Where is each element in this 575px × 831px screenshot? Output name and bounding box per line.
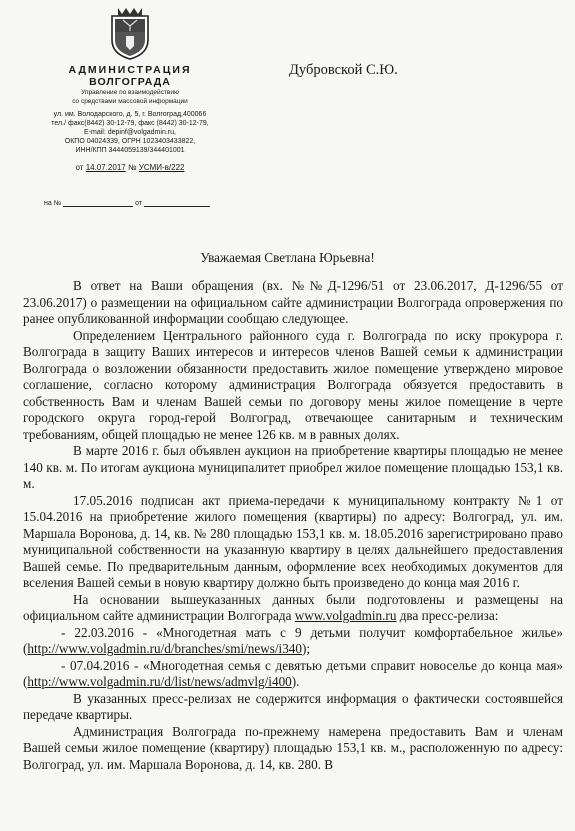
ref-number: УСМИ-в/222 [138, 163, 185, 172]
paragraph-3: В марте 2016 г. был объявлен аукцион на приобретение квартиры площадью не менее 140 кв. м. По итогам аукциона муниципалитет приобрел жилое помещение площадью 153,1 кв. м. [23, 443, 563, 491]
item-2-text-before: - 07.04.2016 - «Многодетная семья с девятью детьми справит новоселье до конца мая» ( [23, 657, 563, 689]
ref-no-label: № [127, 163, 137, 172]
paragraph-4: 17.05.2016 подписан акт приема-передачи к муниципальному контракту №1 от 15.04.2016 на приобретение жилого помещения (квартиры) по адресу: Волгоград, ул. им. Маршала Воронова, д. 14, кв. № 280 площадью 153,1 кв. м. 18.05.2016 зарегистрировано право муниципальной собственности на указанную квартиру в целях дальнейшего предоставления Вашей семье. По предварительным данным, оформление всех необходимых документов для вселения Вашей семьи в новую квартиру должно быть произведено до конца мая 2016 г. [23, 492, 563, 590]
paragraph-5-text-after: два пресс-релиза: [396, 608, 499, 623]
ref2-from-label: от [135, 200, 143, 207]
contact-okpo: ОКПО 04024339, ОГРН 1023403433822, [64, 138, 196, 145]
item-2-text-after: ). [291, 674, 300, 689]
site-link[interactable]: www.volgadmin.ru [294, 608, 397, 623]
press-release-item-1 [23, 625, 563, 658]
org-city: ВОЛГОГРАДА [89, 76, 171, 88]
paragraph-2: Определением Центрального районного суда г. Волгограда по иску прокурора г. Волгограда в защиту Ваших интересов и интересов членов Вашей семьи к администрации Волгограда о возложении обязанности предоставить жилое помещение утверждено мировое соглашение, согласно которому администрация Волгограда обязуется предоставить в собственность Вам и членам Вашей семьи по договору мены жилое помещение в черте городского округа город-герой Волгоград, отвечающее санитарным и техническим требованиям, общей площадью не менее 126 кв. м в равных долях. [23, 327, 563, 442]
item-1-text-after: ); [302, 641, 311, 656]
incoming-reference [44, 198, 210, 207]
paragraph-7: Администрация Волгограда по-прежнему намерена предоставить Вам и членам Вашей семьи жилое помещение (квартиру) площадью 153,1 кв. м., расположенную по адресу: Волгоград, ул. им. Маршала Воронова, д. 14, кв. 280. В [23, 723, 563, 772]
item-2-link[interactable]: http://www.volgadmin.ru/d/list/news/admvlg/i400 [27, 674, 292, 689]
letterhead [30, 6, 230, 172]
ref2-no-label: № [53, 200, 62, 207]
item-1-text-before: - 22.03.2016 - «Многодетная мать с 9 детьми получит комфортабельное жилье» ( [23, 624, 563, 656]
press-release-item-2 [23, 658, 563, 691]
department-line-2: со средствами массовой информации [72, 97, 188, 105]
addressee: Дубровской С.Ю. [289, 62, 398, 78]
contacts-block [30, 110, 230, 155]
paragraph-5-text-before: На основании вышеуказанных данных были подготовлены и размещены на официальном сайте администрации Волгограда [23, 591, 563, 623]
org-name: АДМИНИСТРАЦИЯ [68, 64, 192, 76]
letter-body [23, 278, 563, 773]
ref2-prefix: на [44, 200, 52, 207]
paragraph-6: В указанных пресс-релизах не содержится информация о фактически состоявшейся передаче квартиры. [23, 690, 563, 722]
contact-email: E-mail: depinf@volgadmin.ru, [84, 129, 176, 136]
ref-date: 14.07.2017 [85, 163, 126, 172]
paragraph-5 [23, 592, 563, 625]
salutation: Уважаемая Светлана Юрьевна! [200, 250, 375, 265]
contact-address: ул. им. Володарского, д. 5, г. Волгоград,400066 [53, 111, 207, 118]
department-line-1: Управление по взаимодействию [81, 89, 179, 96]
contact-phone: тел./ факс(8442) 30-12-79, факс (8442) 30-12-79, [51, 120, 209, 127]
ref2-date-blank [144, 198, 210, 207]
ref-prefix: от [75, 163, 84, 172]
item-1-link[interactable]: http://www.volgadmin.ru/d/branches/smi/news/i340 [27, 641, 302, 656]
volgograd-coat-of-arms-icon [108, 6, 152, 60]
paragraph-1: В ответ на Ваши обращения (вх. №№Д-1296/51 от 23.06.2017, Д-1296/55 от 23.06.2017) о размещении на официальном сайте администрации Волгограда опровержения по ранее опубликованной информации сообщаю следующее. [23, 278, 563, 326]
outgoing-reference [30, 163, 230, 172]
ref2-number-blank [63, 198, 133, 207]
contact-inn: ИНН/КПП 3444059139/344401001 [75, 147, 185, 154]
